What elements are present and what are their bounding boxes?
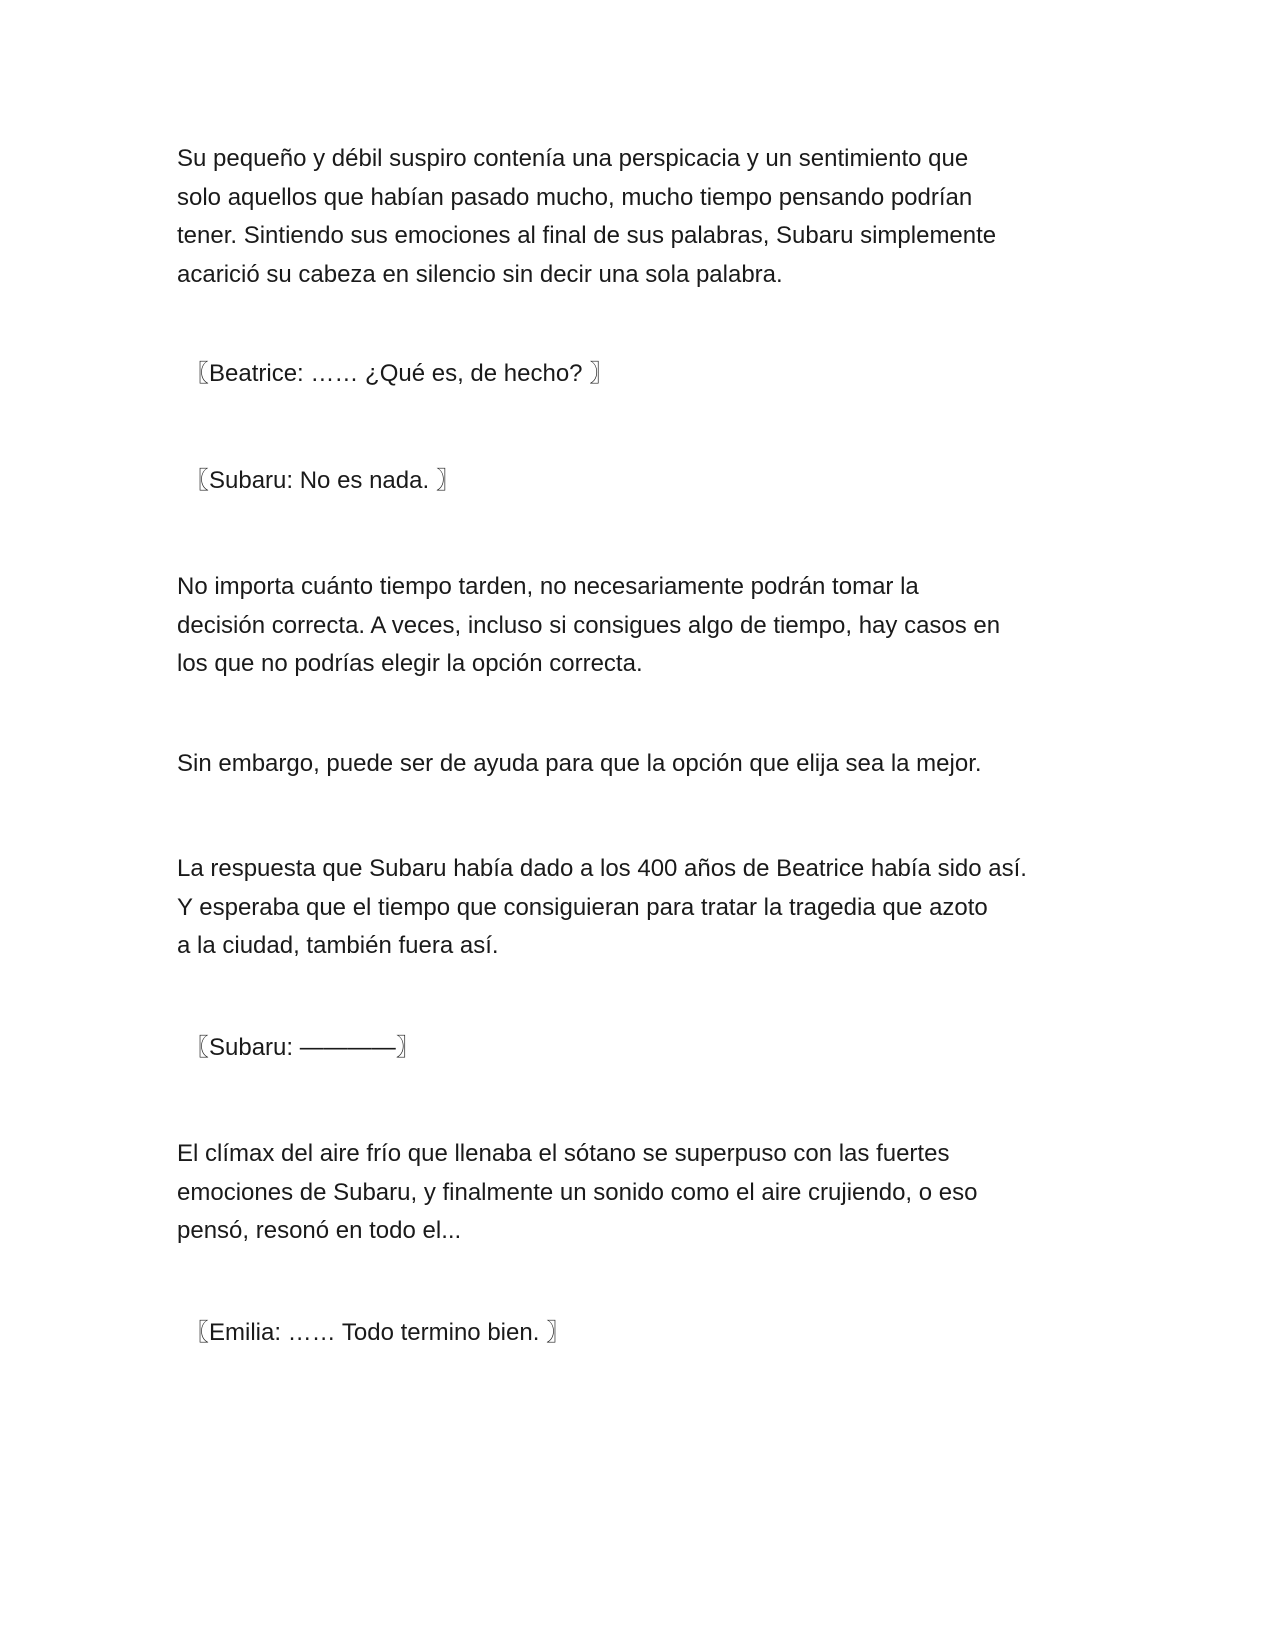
- dialogue-beatrice: 〖Beatrice: …… ¿Qué es, de hecho? 〗: [185, 360, 614, 387]
- paragraph-3: Sin embargo, puede ser de ayuda para que la opción que elija sea la mejor.: [177, 750, 982, 777]
- dialogue-subaru-2: 〖Subaru: ————〗: [185, 1034, 420, 1061]
- dialogue-subaru-1: 〖Subaru: No es nada. 〗: [185, 467, 460, 494]
- dialogue-emilia: 〖Emilia: …… Todo termino bien. 〗: [185, 1319, 571, 1346]
- paragraph-4: La respuesta que Subaru había dado a los 400 años de Beatrice había sido así. Y esperaba que el tiempo que consiguieran para tratar la tragedia que azoto a la ciudad, también fuera así.: [177, 855, 1027, 959]
- paragraph-5: El clímax del aire frío que llenaba el sótano se superpuso con las fuertes emociones de Subaru, y finalmente un sonido como el aire crujiendo, o eso pensó, resonó en todo el...: [177, 1140, 978, 1244]
- paragraph-2: No importa cuánto tiempo tarden, no necesariamente podrán tomar la decisión correcta. A veces, incluso si consigues algo de tiempo, hay casos en los que no podrías elegir la opción correcta.: [177, 573, 1001, 677]
- paragraph-1: Su pequeño y débil suspiro contenía una perspicacia y un sentimiento que solo aquellos que habían pasado mucho, mucho tiempo pensando podrían tener. Sintiendo sus emociones al final de sus palabras, Subaru simplemente acarició su cabeza en silencio sin decir una sola palabra.: [177, 145, 997, 288]
